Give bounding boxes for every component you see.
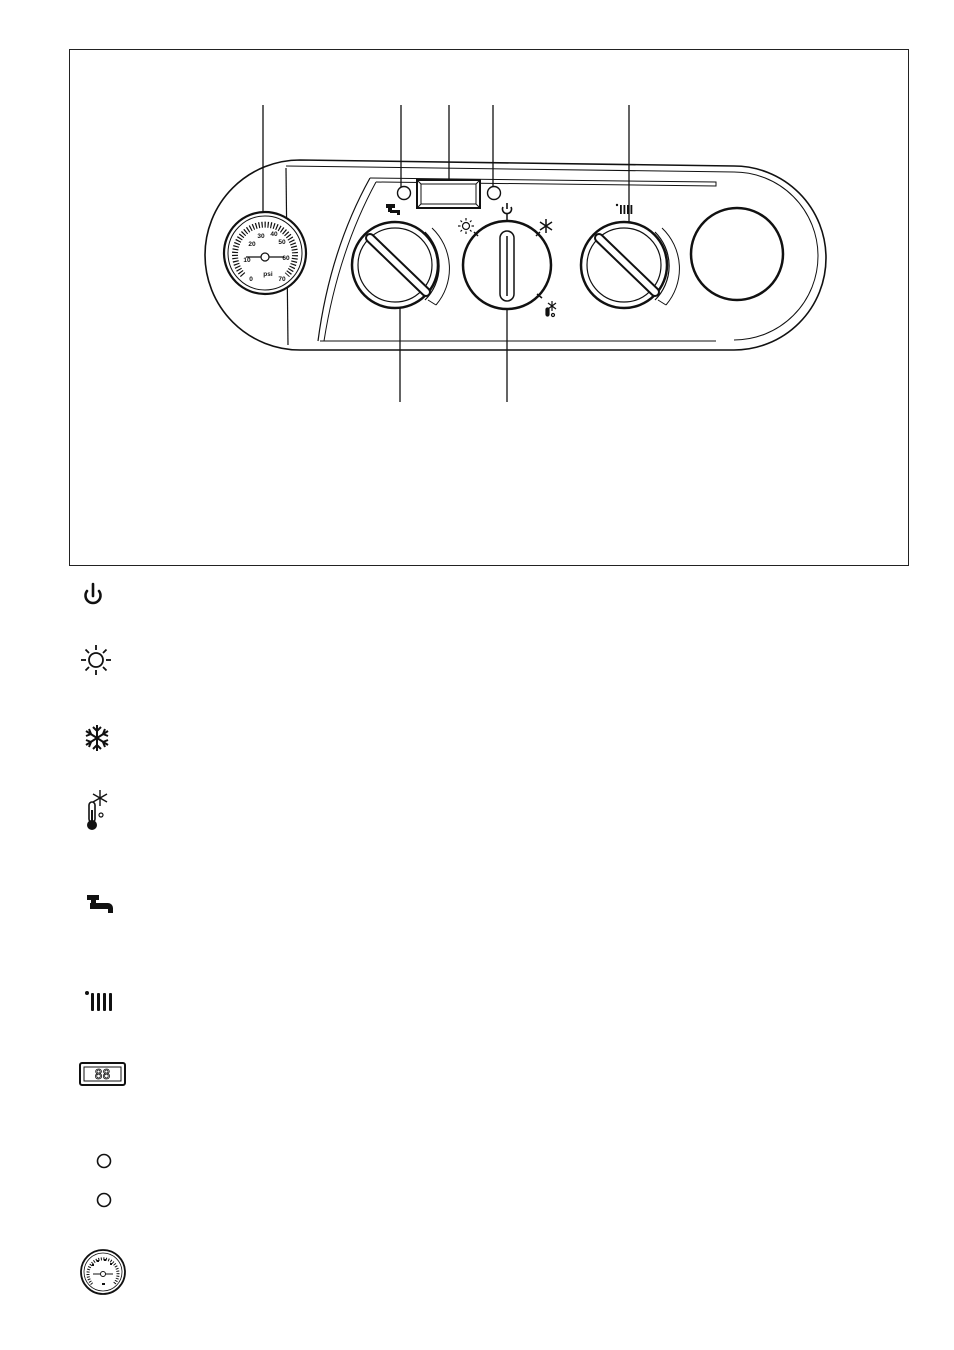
blank-cap [691,208,783,300]
gauge-label-30: 30 [257,233,265,240]
gauge-label-70: 70 [278,276,286,283]
legend-led-circle-icon-2 [98,1194,111,1207]
legend-snowflake-icon [86,725,108,751]
legend-pressure-gauge-icon [81,1250,125,1294]
gauge-label-10: 10 [243,257,251,264]
selector-snowflake-icon [540,219,552,233]
selector-sun-icon [458,218,474,234]
mode-selector-knob[interactable] [463,214,551,309]
legend-sun-icon [81,645,111,675]
gauge-label-50: 50 [278,239,286,246]
gauge-label-40: 40 [270,231,278,238]
hot-water-temperature-knob[interactable] [352,222,449,308]
tap-icon [386,204,400,215]
legend-display-icon [80,1063,125,1085]
pressure-gauge [224,212,306,294]
gauge-label-20: 20 [248,241,256,248]
legend-display-digits: 88 [94,1068,111,1083]
led-left [398,187,411,200]
legend-power-icon [86,584,101,603]
led-right [488,187,501,200]
selector-frost-icon [546,301,556,317]
gauge-label-0: 0 [249,276,253,283]
legend-radiator-icon [85,991,112,1011]
radiator-icon [616,204,633,214]
legend-led-circle-icon [98,1155,111,1168]
leader-lines [263,105,629,402]
gauge-unit: psi [263,271,273,278]
selector-power-icon [503,203,512,214]
legend-tap-icon [87,895,113,913]
digital-display [417,180,480,208]
heating-temperature-knob[interactable] [581,222,679,308]
legend-frost-thermometer-icon [87,790,107,830]
gauge-label-60: 60 [282,255,290,262]
